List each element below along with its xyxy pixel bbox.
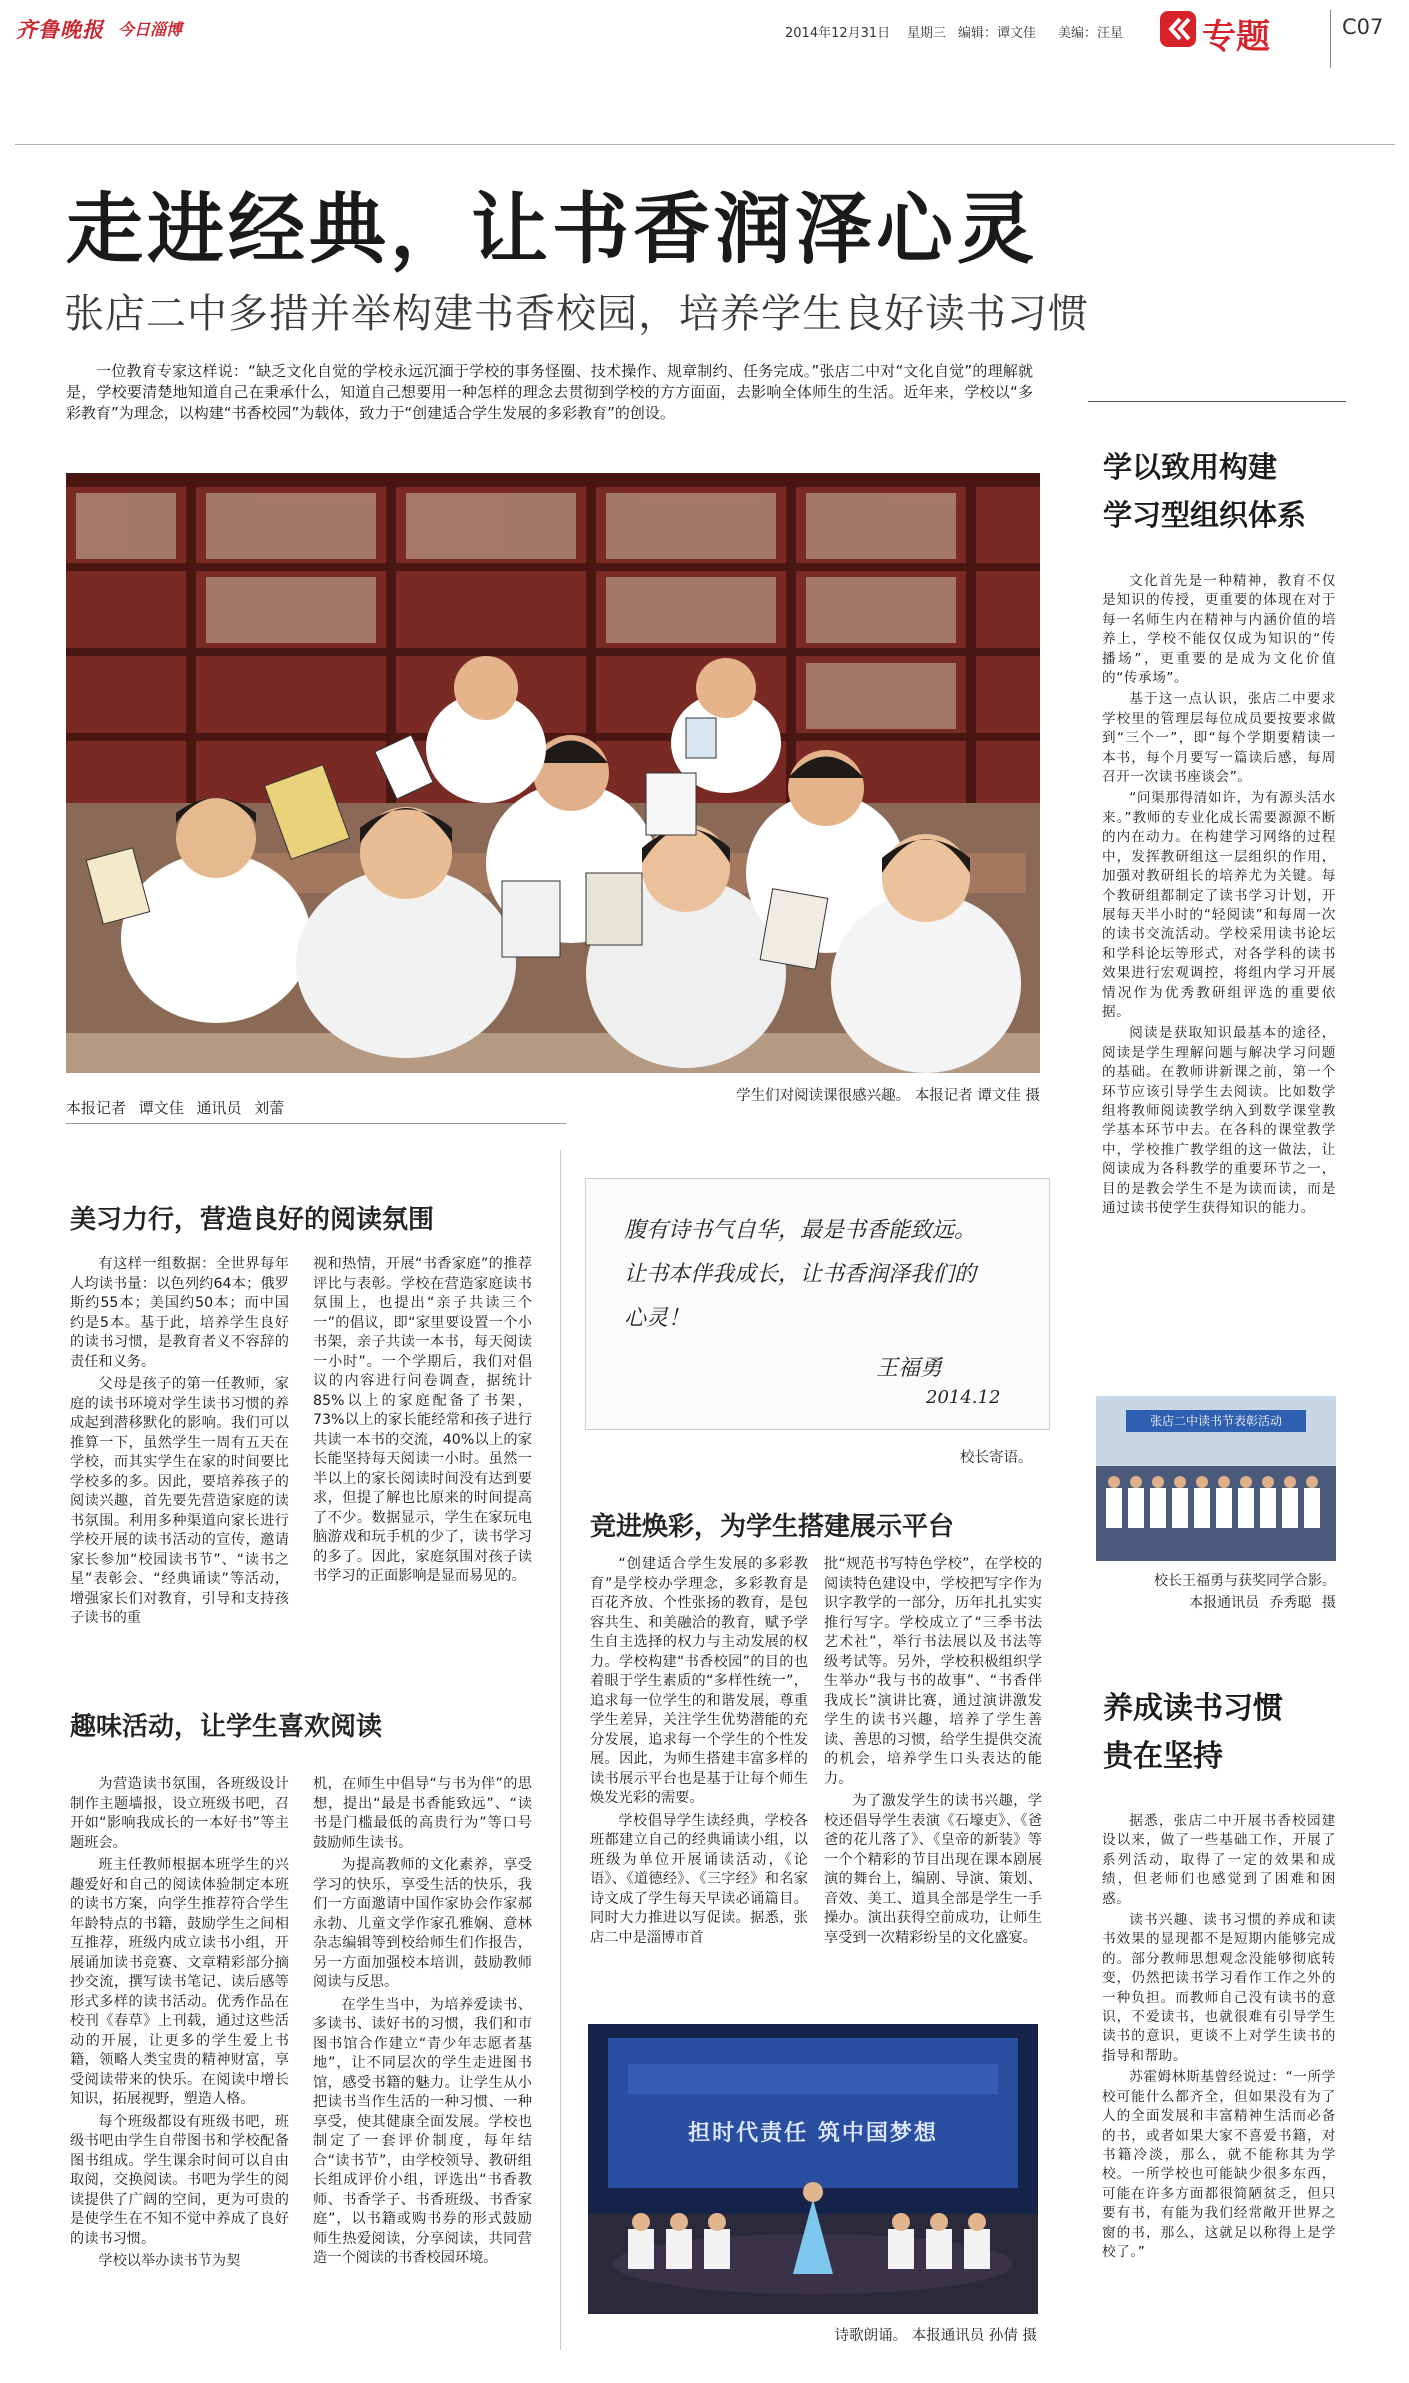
- header-rule: [15, 144, 1395, 145]
- section2-col2-paragraph: 机，在师生中倡导“与书为伴”的思想，提出“最是书香能致远”、“读书是门槛最低的高贵行为”等口号鼓励师生读书。: [313, 1776, 532, 1851]
- section3-col1-paragraph: 学校倡导学生读经典，学校各班都建立自己的经典诵读小组，以班级为单位开展诵读活动，《论语》、《道德经》、《三字经》和名家诗文成了学生每天早读必诵篇目。同时大力推进以写促读。据悉，张店二中是淄博市首: [590, 1812, 808, 1946]
- stage-banner-text: 担时代责任 筑中国梦想: [688, 2121, 938, 2146]
- section-name: 专题: [1202, 17, 1270, 57]
- sidebar-b-body: [1102, 1812, 1336, 2264]
- section2-col1: [70, 1775, 289, 2275]
- section3-col1: [590, 1555, 808, 1951]
- sidebar-a-title-line2: 学习型组织体系: [1103, 498, 1307, 532]
- calligraphy-date: 2014.12: [926, 1387, 1001, 1408]
- sidebar-a-body: [1102, 572, 1336, 1220]
- sidebar-a-title-line1: 学以致用构建: [1103, 450, 1278, 484]
- main-title: 走进经典，让书香润泽心灵: [66, 185, 1038, 275]
- section2-col2-paragraph: 在学生当中，为培养爱读书、多读书、读好书的习惯，我们和市图书馆合作建立“青少年志愿者基地”，让不同层次的学生走进图书馆，感受书籍的魅力。让学生从小把读书当作生活的一种习惯、一种享受，使其健康全面发展。学校也制定了一套评价制度，每年结合“读书节”，由学校领导、教研组长组成评价小组，评选出“书香教师、书香学子、书香班级、书香家庭”，以书籍或购书券的形式鼓励师生热爱阅读，分享阅读，共同营造一个阅读的书香校园环境。: [313, 1996, 532, 2266]
- award-banner-text: 张店二中读书节表彰活动: [1149, 1414, 1282, 1428]
- calligraphy-line: 心灵！: [624, 1306, 691, 1331]
- editor-credit: 编辑：谭文佳: [958, 26, 1037, 41]
- masthead: 齐鲁晚报: [16, 17, 104, 42]
- column-divider: [560, 1150, 561, 2350]
- sidebar-rule-top: [1088, 401, 1346, 402]
- edition-name: 今日淄博: [118, 20, 183, 39]
- sidebar-b-title-line1: 养成读书习惯: [1103, 1691, 1283, 1726]
- principal-calligraphy: [585, 1178, 1050, 1430]
- calligraphy-line: 腹有诗书气自华，最是书香能致远。: [624, 1218, 977, 1243]
- header-divider-vertical: [1330, 10, 1331, 68]
- sidebar-b-paragraph: 据悉，张店二中开展书香校园建设以来，做了一些基础工作，开展了系列活动，取得了一定的效果和成绩，但老师们也感觉到了困难和困惑。: [1102, 1813, 1336, 1907]
- intro-paragraph: 一位教育专家这样说：“缺乏文化自觉的学校永远沉湎于学校的事务怪圈、技术操作、规章制约、任务完成。”张店二中对“文化自觉”的理解就是，学校要清楚地知道自己在秉承什么，知道自己想要用一种怎样的理念去贯彻到学校的方方面面，去影响全体师生的生活。近年来，学校以“多彩教育”为理念，以构建“书香校园”为载体，致力于“创建适合学生发展的多彩教育”的创设。: [66, 362, 1033, 422]
- section1-col2: [313, 1255, 532, 1590]
- award-photo-caption-line1: 校长王福勇与获奖同学合影。: [1154, 1573, 1336, 1589]
- section3-col2-paragraph: 批“规范书写特色学校”，在学校的阅读特色建设中，学校把写字作为识字教学的一部分，历年扎扎实实推行写字。学校成立了“三季书法艺术社”，举行书法展以及书法等级考试等。另外，学校积极组织学生举办“我与书的故事”、“书香伴我成长”演讲比赛，通过演讲激发学生的读书兴趣，培养了学生善读、善思的习惯，给学生提供交流的机会，培养学生口头表达的能力。: [824, 1556, 1042, 1787]
- section1-col1: [70, 1255, 289, 1632]
- byline: 本报记者 谭文佳 通讯员 刘蕾: [66, 1099, 285, 1117]
- section2-col1-paragraph: 每个班级都设有班级书吧，班级书吧由学生自带图书和学校配备图书组成。学生课余时间可以自由取阅，交换阅读。书吧为学生的阅读提供了广阔的空间，更为可贵的是使学生在不知不觉中养成了良好的读书习惯。: [70, 2113, 289, 2247]
- section3-col2: [824, 1555, 1042, 1951]
- subtitle: 张店二中多措并举构建书香校园，培养学生良好读书习惯: [64, 291, 1089, 337]
- award-photo-caption-line2: 本报通讯员 乔秀聪 摄: [1189, 1595, 1336, 1611]
- section2-col1-paragraph: 为营造读书氛围，各班级设计制作主题墙报，设立班级书吧，召开如“影响我成长的一本好书”等主题班会。: [70, 1776, 289, 1851]
- designer-credit: 美编：汪星: [1058, 26, 1124, 41]
- sidebar-a-paragraph: 基于这一点认识，张店二中要求学校里的管理层每位成员要按要求做到“三个一”，即“每个学期要精读一本书，每个月要写一篇读后感，每周召开一次读书座谈会”。: [1102, 691, 1336, 786]
- section-tag-icon: [1160, 11, 1196, 47]
- sidebar-b-paragraph: 读书兴趣、读书习惯的养成和读书效果的显现都不是短期内能够完成的。部分教师思想观念没能够彻底转变，仍然把读书学习看作工作之外的一种负担。而教师自己没有读书的意识，不爱读书，也就很难有引导学生读书的意识，更谈不上对学生读书的指导和帮助。: [1102, 1912, 1336, 2064]
- section3-col2-paragraph: 为了激发学生的读书兴趣，学校还倡导学生表演《石壕吏》、《爸爸的花儿落了》、《皇帝的新装》等一个个精彩的节目出现在课本剧展演的舞台上，编剧、导演、策划、音效、美工、道具全部是学生一手操办。演出获得空前成功，让师生享受到一次精彩纷呈的文化盛宴。: [824, 1793, 1042, 1946]
- students-reading-photo: [66, 473, 1040, 1073]
- section2-col2-paragraph: 为提高教师的文化素养，享受学习的快乐，享受生活的快乐，我们一方面邀请中国作家协会作家郝永勃、儿童文学作家孔雅娴、意林杂志编辑等到校给师生们作报告，另一方面加强校本培训，鼓励教师阅读与反思。: [313, 1857, 532, 1990]
- sidebar-a-paragraph: 文化首先是一种精神，教育不仅是知识的传授，更重要的体现在对于每一名师生内在精神与内涵价值的培养上，学校不能仅仅成为知识的“传播场”，更重要的是成为文化价值的“传承场”。: [1102, 573, 1336, 687]
- byline-rule: [66, 1123, 566, 1124]
- section3-col1-paragraph: “创建适合学生发展的多彩教育”是学校办学理念，多彩教育是百花齐放、个性张扬的教育，是包容共生、和美融洽的教育，赋予学生自主选择的权力与主动发展的权力。学校构建“书香校园”的目的也着眼于学生素质的“多样性统一”，追求每一位学生的和谐发展，尊重学生差异，关注学生优势潜能的充分发展，追求每一个学生的个性发展。因此，为师生搭建丰富多样的读书展示平台也是基于让每个师生焕发光彩的需要。: [590, 1556, 808, 1806]
- section1-col2-paragraph: 视和热情，开展“书香家庭”的推荐评比与表彰。学校在营造家庭读书氛围上，也提出“亲子共读三个一”的倡议，即“家里要设置一个小书架，亲子共读一本书，每天阅读一小时”。一个学期后，我们对倡议的内容进行问卷调查，据统计85%以上的家庭配备了书架，73%以上的家长能经常和孩子进行共读一本书的交流，40%以上的家长能坚持每天阅读一小时。虽然一半以上的家长阅读时间没有达到要求，但提了解也比原来的时间提高了不少。数据显示，学生在家玩电脑游戏和玩手机的少了，读书学习的多了。因此，家庭氛围对孩子读书学习的正面影响是显而易见的。: [313, 1256, 532, 1584]
- section2-title: 趣味活动，让学生喜欢阅读: [70, 1712, 383, 1742]
- award-group-photo: [1096, 1396, 1336, 1561]
- section1-title: 美习力行，营造良好的阅读氛围: [70, 1205, 435, 1235]
- calligraphy-signature: 王福勇: [876, 1356, 943, 1381]
- section1-col1-paragraph: 父母是孩子的第一任教师，家庭的读书环境对学生读书习惯的养成起到潜移默化的影响。我们可以推算一下，虽然学生一周有五天在学校，而其实学生在家的时间要比学校多的多。因此，要培养孩子的阅读兴趣，首先要先营造家庭的读书氛围。利用多种渠道向家长进行学校开展的读书活动的宣传，邀请家长参加“校园读书节”、“读书之星”表彰会、“经典诵读”等活动，增强家长们对教育，引导和支持孩子读书的重: [70, 1376, 289, 1626]
- poetry-recital-photo: [588, 2024, 1038, 2314]
- page-number: C07: [1342, 15, 1384, 39]
- publish-date: 2014年12月31日: [785, 26, 891, 41]
- section1-col1-paragraph: 有这样一组数据：全世界每年人均读书量：以色列约64本；俄罗斯约55本；美国约50本；而中国约是5本。基于此，培养学生良好的读书习惯，是教育者义不容辞的责任和义务。: [70, 1256, 289, 1370]
- section2-col2: [313, 1775, 532, 2272]
- section3-title: 竞进焕彩，为学生搭建展示平台: [590, 1512, 955, 1542]
- weekday: 星期三: [907, 26, 947, 41]
- sidebar-b-title-line2: 贵在坚持: [1103, 1739, 1223, 1774]
- section2-col1-paragraph: 学校以举办读书节为契: [98, 2253, 241, 2269]
- sidebar-a-paragraph: “问渠那得清如许，为有源头活水来。”教师的专业化成长需要源源不断的内在动力。在构建学习网络的过程中，发挥教研组这一层组织的作用，加强对教研组长的培养尤为关键。每个教研组都制定了读书学习计划，开展每天半小时的“轻阅读”和每周一次的读书交流活动。学校采用读书论坛和学科论坛等形式，对各学科的读书效果进行宏观调控，将组内学习开展情况作为优秀教研组评选的重要依据。: [1102, 790, 1336, 1020]
- calligraphy-caption: 校长寄语。: [960, 1450, 1033, 1466]
- calligraphy-line: 让书本伴我成长，让书香润泽我们的: [624, 1262, 977, 1287]
- main-photo-caption: 学生们对阅读课很感兴趣。 本报记者 谭文佳 摄: [736, 1088, 1040, 1104]
- stage-photo-caption: 诗歌朗诵。 本报通讯员 孙倩 摄: [834, 2328, 1037, 2344]
- sidebar-b-paragraph: 苏霍姆林斯基曾经说过：“一所学校可能什么都齐全，但如果没有为了人的全面发展和丰富精神生活而必备的书，或者如果大家不喜爱书籍，对书籍冷淡，那么，就不能称其为学校。一所学校也可能缺少很多东西，可能在许多方面都很简陋贫乏，但只要有书，有能为我们经常敞开世界之窗的书，那么，这就足以称得上是学校了。”: [1102, 2069, 1336, 2260]
- sidebar-a-paragraph: 阅读是获取知识最基本的途径，阅读是学生理解问题与解决学习问题的基础。在教师讲新课之前，第一个环节应该引导学生去阅读。比如数学组将教师阅读教学纳入到数学课堂教学基本环节中去。在各科的课堂教学中，学校推广教学组的这一做法，让阅读成为各科教学的重要环节之一，目的是教会学生不是为读而读，而是通过读书使学生获得知识的能力。: [1102, 1025, 1336, 1216]
- section2-col1-paragraph: 班主任教师根据本班学生的兴趣爱好和自己的阅读体验制定本班的读书方案，向学生推荐符合学生年龄特点的书籍，鼓励学生之间相互推荐，班级内成立读书小组，开展诵加读书竞赛、文章精彩部分摘抄交流，撰写读书笔记、读后感等形式多样的读书活动。优秀作品在校刊《春草》上刊载，通过这些活动的开展，让更多的学生爱上书籍，领略人类宝贵的精神财富，享受阅读带来的快乐。在阅读中增长知识，拓展视野，塑造人格。: [70, 1857, 289, 2107]
